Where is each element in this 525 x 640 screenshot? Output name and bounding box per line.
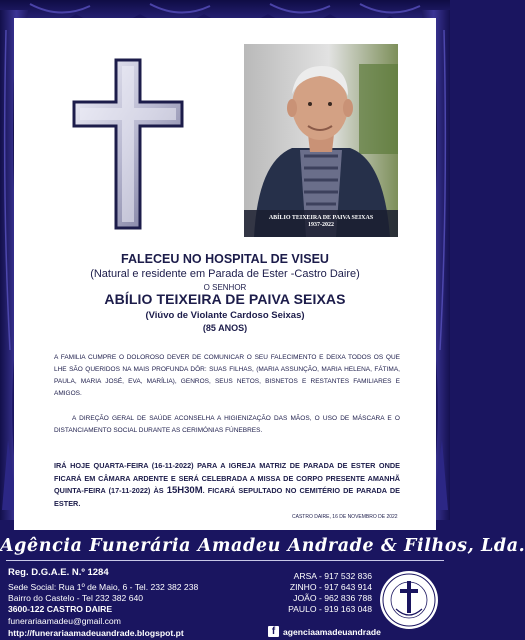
agency-name: Agência Funerária Amadeu Andrade & Filhos, Lda. (0, 536, 525, 556)
phone-arsa[interactable]: ARSA - 917 532 836 (293, 571, 372, 581)
funeral-details-text-a: IRÁ HOJE QUARTA-FEIRA (16-11-2022) PARA A IGREJA MATRIZ DE PARADA DE ESTER ONDE FICARÁ EM CÂMARA ARDENTE E SERÁ CELEBRADA A MISSA DE CORPO PRESENTE AMANHÃ QUINTA-FEIRA (17-11-2022) ÀS (54, 461, 400, 496)
place-date: CASTRO DAIRE, 16 DE NOVEMBRO DE 2022 (292, 514, 398, 520)
honorific: O SENHOR (203, 283, 247, 292)
phone-joao[interactable]: JOÃO - 962 836 788 (293, 593, 372, 603)
mass-time: 15H30M (166, 485, 203, 497)
website-link[interactable]: http://funerariaamadeuandrade.blogspot.pt (8, 628, 184, 638)
postal-code: 3600-122 CASTRO DAIRE (8, 604, 113, 614)
death-place-line: FALECEU NO HOSPITAL DE VISEU (121, 252, 329, 266)
agency-emblem-icon (378, 569, 440, 631)
phone-zinho[interactable]: ZINHO - 917 643 914 (289, 582, 372, 592)
family-paragraph: A FAMILIA CUMPRE O DOLOROSO DEVER DE COMUNICAR O SEU FALECIMENTO E DEIXA TODOS OS QUE LHE SÃO QUERIDOS NA MAIS PROFUNDA DÔR: SUAS FILHAS, (MARIA ASSUNÇÃO, MARIA HELENA, FÁTIMA, PAULA, MARIA JOSÉ, EVA, MARÍLIA), GENROS, SEUS NETOS, BISNETOS E RESTANTES FAMILIARES E AMIGOS. (54, 354, 400, 397)
funeral-details-paragraph (54, 460, 400, 510)
footer-divider (6, 560, 444, 561)
age-line: (85 ANOS) (202, 323, 248, 333)
deceased-photo (244, 44, 398, 237)
facebook-link[interactable] (268, 626, 381, 637)
widower-line: (Viúvo de Violante Cardoso Seixas) (145, 310, 305, 321)
facebook-icon: f (268, 626, 279, 637)
funeral-details-text-b: . FICARÁ SEPULTADO NO CEMITÉRIO DE PARADA DE ESTER. (54, 486, 400, 508)
agency-footer (0, 530, 525, 640)
phone-paulo[interactable]: PAULO - 919 163 048 (288, 604, 372, 614)
facebook-label: agenciaamadeuandrade (283, 626, 381, 637)
health-advice-paragraph: A DIREÇÃO GERAL DE SAÚDE ACONSELHA A HIGIENIZAÇÃO DAS MÃOS, O USO DE MÁSCARA E O DISTANCIAMENTO SOCIAL DURANTE AS CERIMÓNIAS FÚNEBRES. (54, 415, 400, 434)
address-line-1: Sede Social: Rua 1º de Maio, 6 - Tel. 232 382 238 (8, 582, 199, 592)
origin-line: (Natural e residente em Parada de Ester -Castro Daire) (90, 268, 360, 280)
deceased-name: ABÍLIO TEIXEIRA DE PAIVA SEIXAS (104, 291, 346, 307)
email-link[interactable]: funerariaamadeu@gmail.com (8, 616, 121, 626)
photo-caption-name: ABÍLIO TEIXEIRA DE PAIVA SEIXAS (268, 215, 374, 221)
phone-list (286, 571, 372, 615)
registration: Reg. D.G.A.E. N.º 1284 (8, 567, 109, 578)
address-line-2: Bairro do Castelo - Tel 232 382 640 (8, 593, 144, 603)
cross-icon (72, 58, 184, 230)
photo-caption-years: 1937-2022 (308, 222, 334, 228)
